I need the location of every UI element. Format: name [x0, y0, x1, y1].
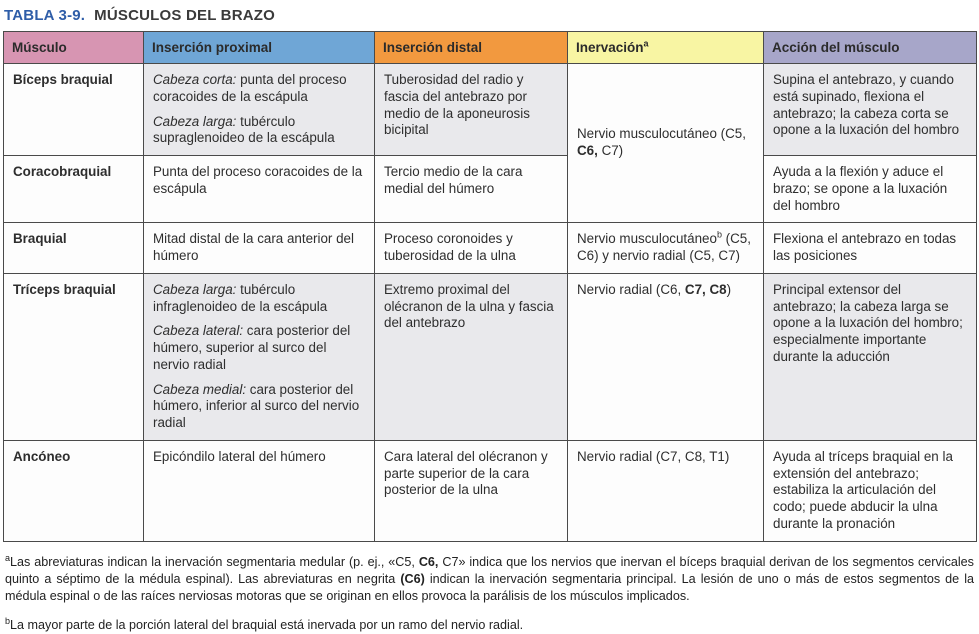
cell-inervacion: Nervio musculocutáneo$^b$ (C5, C6) y nervio radial (C5, C7) — [568, 223, 764, 274]
table-number: TABLA 3-9. — [4, 7, 86, 24]
col-header-insercion-distal-label: Inserción distal — [383, 40, 483, 55]
muscles-table — [3, 31, 977, 542]
cell-insercion-proximal: Punta del proceso coracoides de la escápula — [144, 156, 375, 223]
row-braquial — [4, 223, 977, 274]
cell-insercion-distal: Tercio medio de la cara medial del húmero — [375, 156, 568, 223]
row-coracobraquial — [4, 156, 977, 223]
footnote-a: $^a$Las abreviaturas indican la inervación segmentaria medular (p. ej., «C5, C6, C7» indica que los nervios que inervan el bíceps braquial derivan de los segmentos cervicales quinto a séptimo de la médula espinal). Las abreviaturas en negrita (C6) indican la inervación segmentaria principal. La lesión de uno o más de estos segmentos de la médula espinal o de las raíces nerviosas motoras que se originan en ellos provoca la parálisis de los músculos implicados. — [5, 552, 974, 603]
col-header-insercion-proximal-label: Inserción proximal — [152, 40, 273, 55]
cell-muscle-name: Braquial — [4, 223, 144, 274]
col-header-accion — [764, 32, 977, 64]
cell-accion: Ayuda al tríceps braquial en la extensión del antebrazo; estabiliza la articulación del codo; puede abducir la ulna durante la pronación — [764, 440, 977, 541]
col-header-inervacion-label: Inervación — [576, 40, 644, 55]
cell-insercion-distal: Proceso coronoides y tuberosidad de la ulna — [375, 223, 568, 274]
col-header-musculo — [4, 32, 144, 64]
footnotes — [3, 554, 976, 634]
col-header-insercion-proximal — [144, 32, 375, 64]
cell-insercion-distal: Extremo proximal del olécranon de la ulna y fascia del antebrazo — [375, 273, 568, 440]
header-row — [4, 32, 977, 64]
cell-muscle-name: Bíceps braquial — [4, 64, 144, 156]
col-header-inervacion — [568, 32, 764, 64]
footnote-marker-a: a — [643, 38, 649, 49]
cell-accion: Ayuda a la flexión y aduce el brazo; se opone a la luxación del hombro — [764, 156, 977, 223]
cell-insercion-proximal: Epicóndilo lateral del húmero — [144, 440, 375, 541]
cell-accion: Flexiona el antebrazo en todas las posiciones — [764, 223, 977, 274]
col-header-insercion-distal — [375, 32, 568, 64]
cell-insercion-proximal: Cabeza larga: tubérculo infraglenoideo de la escápula Cabeza lateral: cara posterior del húmero, superior al surco del nervio radial Cabeza medial: cara posterior del húmero, inferior al surco del nervio radial — [144, 273, 375, 440]
row-triceps-braquial — [4, 273, 977, 440]
col-header-accion-label: Acción del músculo — [772, 40, 900, 55]
footnote-b: $^b$La mayor parte de la porción lateral del braquial está inervada por un ramo del nervio radial. — [5, 615, 524, 632]
cell-insercion-distal: Tuberosidad del radio y fascia del antebrazo por medio de la aponeurosis bicipital — [375, 64, 568, 156]
cell-insercion-proximal: Cabeza corta: punta del proceso coracoides de la escápula Cabeza larga: tubérculo supraglenoideo de la escápula — [144, 64, 375, 156]
cell-inervacion: Nervio radial (C7, C8, T1) — [568, 440, 764, 541]
cell-insercion-proximal: Mitad distal de la cara anterior del húmero — [144, 223, 375, 274]
cell-muscle-name: Tríceps braquial — [4, 273, 144, 440]
cell-muscle-name: Coracobraquial — [4, 156, 144, 223]
cell-insercion-distal: Cara lateral del olécranon y parte superior de la cara posterior de la ulna — [375, 440, 568, 541]
table-title — [4, 7, 976, 24]
cell-accion: Principal extensor del antebrazo; la cabeza larga se opone a la luxación del hombro; especialmente importante durante la aducción — [764, 273, 977, 440]
cell-inervacion: Nervio radial (C6, C7, C8) — [568, 273, 764, 440]
table-title-text: MÚSCULOS DEL BRAZO — [94, 7, 275, 24]
row-biceps-braquial — [4, 64, 977, 156]
cell-muscle-name: Ancóneo — [4, 440, 144, 541]
row-anconeo — [4, 440, 977, 541]
cell-inervacion: Nervio musculocutáneo (C5, C6, C7) — [568, 64, 764, 223]
col-header-musculo-label: Músculo — [12, 40, 67, 55]
cell-accion: Supina el antebrazo, y cuando está supinado, flexiona el antebrazo; la cabeza corta se opone a la luxación del hombro — [764, 64, 977, 156]
